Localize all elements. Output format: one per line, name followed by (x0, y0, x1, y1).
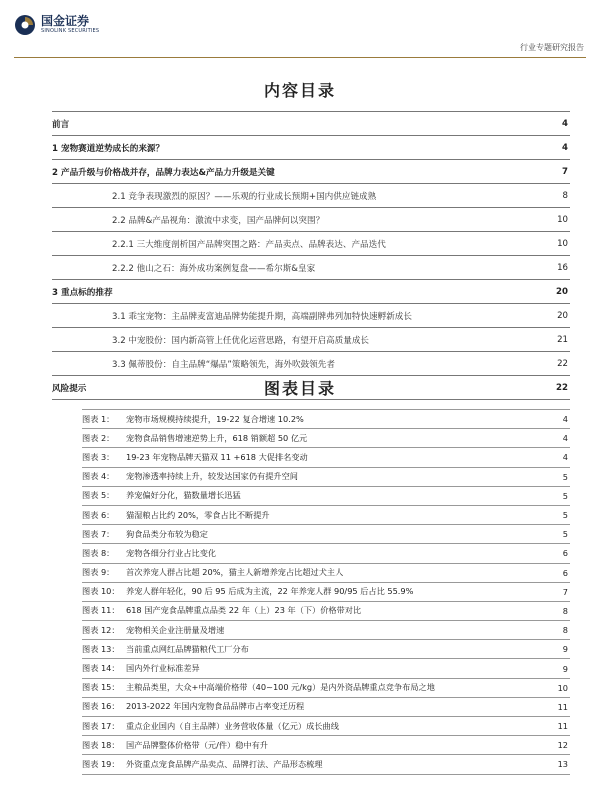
figure-entry-label: 图表 8： (82, 547, 115, 558)
figure-entry[interactable] (82, 410, 570, 429)
toc-entry-title: 2.1 竞争表现激烈的原因？——乐观的行业成长预期+国内供应链成熟 (112, 191, 377, 202)
figure-entry[interactable] (82, 602, 570, 621)
toc-entry[interactable] (52, 232, 570, 256)
figure-entry-page: 4 (562, 414, 568, 425)
figure-entry-page: 11 (557, 701, 568, 712)
toc-entry-page: 22 (556, 382, 568, 393)
toc-entry[interactable] (52, 280, 570, 304)
figure-entry-label: 图表 16： (82, 701, 120, 712)
figure-entry-label: 图表 3： (82, 451, 115, 462)
figure-entry-title: 19-23 年宠物品牌天猫双 11 +618 大促排名变动 (126, 451, 308, 462)
toc-entry[interactable] (52, 304, 570, 328)
figure-entry-page: 8 (562, 625, 568, 636)
sinolink-logo-icon (14, 14, 36, 36)
toc-entry-title: 2.2.2 他山之石：海外成功案例复盘——希尔斯&皇家 (112, 263, 316, 274)
figure-entry-title: 重点企业国内（自主品牌）业务营收体量（亿元）成长曲线 (126, 720, 339, 731)
toc-entry-title: 2 产品升级与价格战并存，品牌力表达&产品力升级是关键 (52, 167, 275, 178)
figure-entry-label: 图表 12： (82, 624, 120, 635)
figure-entry-label: 图表 2： (82, 432, 115, 443)
toc-entry-title: 3.1 乖宝宠物：主品牌麦富迪品牌势能提升期，高端副牌弗列加特快速孵新成长 (112, 311, 412, 322)
figure-entry[interactable] (82, 679, 570, 698)
figure-entry-title: 养宠人群年轻化，90 后 95 后成为主流，22 年养宠人群 90/95 后占比 55.9% (126, 586, 414, 597)
figure-entry[interactable] (82, 736, 570, 755)
figure-entry-title: 宠物渗透率持续上升，较发达国家仍有提升空间 (126, 471, 298, 482)
toc-entry[interactable] (52, 184, 570, 208)
figure-entry-label: 图表 13： (82, 643, 120, 654)
toc-entry-page: 20 (556, 286, 568, 297)
figure-entry[interactable] (82, 755, 570, 774)
figure-entry-label: 图表 5： (82, 490, 115, 501)
figure-entry-page: 5 (562, 529, 568, 540)
brand-name-en: SINOLINK SECURITIES (41, 28, 100, 34)
brand-name-cn: 国金证券 (41, 14, 90, 28)
figure-entry-label: 图表 18： (82, 739, 120, 750)
figure-entry-page: 9 (562, 663, 568, 674)
report-type-label: 行业专题研究报告 (520, 43, 584, 52)
figure-entry[interactable] (82, 487, 570, 506)
toc-entry-title: 3.2 中宠股份：国内新高管上任优化运营思路，有望开启高质量成长 (112, 335, 370, 346)
figure-entry-page: 5 (562, 471, 568, 482)
toc-entry-title: 前言 (52, 119, 70, 130)
toc-entry-title: 2.2.1 三大维度剖析国产品牌突围之路：产品卖点、品牌表达、产品迭代 (112, 239, 386, 250)
figure-entry-title: 国内外行业标准差异 (126, 663, 200, 674)
figure-entry-label: 图表 1： (82, 413, 115, 424)
figure-entry[interactable] (82, 621, 570, 640)
toc-entry-page: 20 (557, 310, 568, 321)
figure-entry[interactable] (82, 564, 570, 583)
header-divider (14, 57, 586, 58)
toc-entry[interactable] (52, 256, 570, 280)
figure-entry-page: 7 (562, 586, 568, 597)
brand-logo (14, 14, 99, 36)
figure-entry-label: 图表 6： (82, 509, 115, 520)
figure-entry-page: 5 (562, 510, 568, 521)
figure-entry-title: 当前重点网红品牌猫粮代工厂分布 (126, 643, 249, 654)
figure-entry-label: 图表 19： (82, 758, 120, 769)
figure-entry-title: 狗食品类分布较为稳定 (126, 528, 208, 539)
toc-entry-title: 1 宠物赛道逆势成长的来源？ (52, 143, 165, 154)
figure-entry-page: 13 (557, 759, 568, 770)
toc-entry[interactable] (52, 112, 570, 136)
toc-entry[interactable] (52, 136, 570, 160)
figure-entry-page: 5 (562, 490, 568, 501)
toc-entry-page: 4 (562, 142, 568, 153)
figure-entry-page: 4 (562, 452, 568, 463)
toc-entry-page: 21 (557, 334, 568, 345)
figure-entry-label: 图表 10： (82, 586, 120, 597)
figure-entry[interactable] (82, 468, 570, 487)
figure-entry-page: 6 (562, 548, 568, 559)
toc-entry-page: 8 (562, 190, 568, 201)
figure-entry-title: 宠物市场规模持续提升，19-22 复合增速 10.2% (126, 413, 304, 424)
table-of-contents (52, 112, 570, 400)
figure-entry-page: 4 (562, 433, 568, 444)
figure-entry-page: 8 (562, 605, 568, 616)
figure-entry-title: 主粮品类里，大众+中高端价格带（40~100 元/kg）是内外资品牌重点竞争布局之地 (126, 682, 435, 693)
figure-entry-label: 图表 15： (82, 682, 120, 693)
figure-entry-page: 12 (557, 740, 568, 751)
figure-entry[interactable] (82, 640, 570, 659)
figure-entry-title: 外资重点宠食品牌产品卖点、品牌打法、产品形态梳理 (126, 758, 323, 769)
figure-entry[interactable] (82, 583, 570, 602)
toc-entry-title: 3.3 佩蒂股份：自主品牌“爆品”策略领先，海外吹鼓领先者 (112, 359, 335, 370)
figure-entry-title: 首次养宠人群占比超 20%，猫主人新增养宠占比超过犬主人 (126, 567, 344, 578)
figure-entry-label: 图表 4： (82, 471, 115, 482)
toc-entry-page: 7 (562, 166, 568, 177)
figure-entry-label: 图表 9： (82, 567, 115, 578)
figure-entry-label: 图表 11： (82, 605, 120, 616)
toc-entry-page: 10 (557, 214, 568, 225)
toc-entry[interactable] (52, 160, 570, 184)
page-header (0, 0, 600, 60)
figure-entry-title: 国产品牌整体价格带（元/件）稳中有升 (126, 739, 268, 750)
figure-entry-title: 618 国产宠食品牌重点品类 22 年（上）23 年（下）价格带对比 (126, 605, 362, 616)
figure-entry[interactable] (82, 544, 570, 563)
toc-entry-title: 3 重点标的推荐 (52, 287, 113, 298)
figure-entry-title: 宠物相关企业注册量及增速 (126, 624, 225, 635)
toc-entry-page: 10 (557, 238, 568, 249)
toc-entry-title: 风险提示 (52, 383, 87, 394)
toc-entry-title: 2.2 品牌&产品视角：激流中求变，国产品牌何以突围？ (112, 215, 325, 226)
figure-entry[interactable] (82, 506, 570, 525)
toc-entry[interactable] (52, 328, 570, 352)
figure-entry-page: 6 (562, 567, 568, 578)
figures-title: 图表目录 (263, 379, 336, 398)
figure-entry-page: 9 (562, 644, 568, 655)
figure-entry-page: 11 (557, 721, 568, 732)
figure-entry[interactable] (82, 698, 570, 717)
toc-entry[interactable] (52, 352, 570, 376)
toc-title: 内容目录 (263, 81, 336, 100)
figure-entry-title: 2013-2022 年国内宠物食品品牌市占率变迁历程 (126, 701, 305, 712)
figure-entry-label: 图表 17： (82, 720, 120, 731)
toc-entry-page: 4 (562, 118, 568, 129)
figure-entry[interactable] (82, 717, 570, 736)
figure-entry[interactable] (82, 448, 570, 467)
toc-entry[interactable] (52, 208, 570, 232)
toc-entry-page: 16 (557, 262, 568, 273)
figure-entry-label: 图表 7： (82, 528, 115, 539)
figure-entry[interactable] (82, 525, 570, 544)
figure-entry-page: 10 (557, 682, 568, 693)
figure-list (82, 410, 570, 775)
figure-entry-title: 养宠偏好分化，猫数量增长迅猛 (126, 490, 241, 501)
toc-entry-page: 22 (557, 358, 568, 369)
figure-entry-title: 宠物食品销售增速逆势上升，618 销额超 50 亿元 (126, 432, 308, 443)
figure-entry[interactable] (82, 429, 570, 448)
figure-entry-title: 宠物各细分行业占比变化 (126, 547, 217, 558)
figure-entry[interactable] (82, 659, 570, 678)
figure-entry-label: 图表 14： (82, 663, 120, 674)
figure-entry-title: 猫湿粮占比约 20%，零食占比不断提升 (126, 509, 270, 520)
